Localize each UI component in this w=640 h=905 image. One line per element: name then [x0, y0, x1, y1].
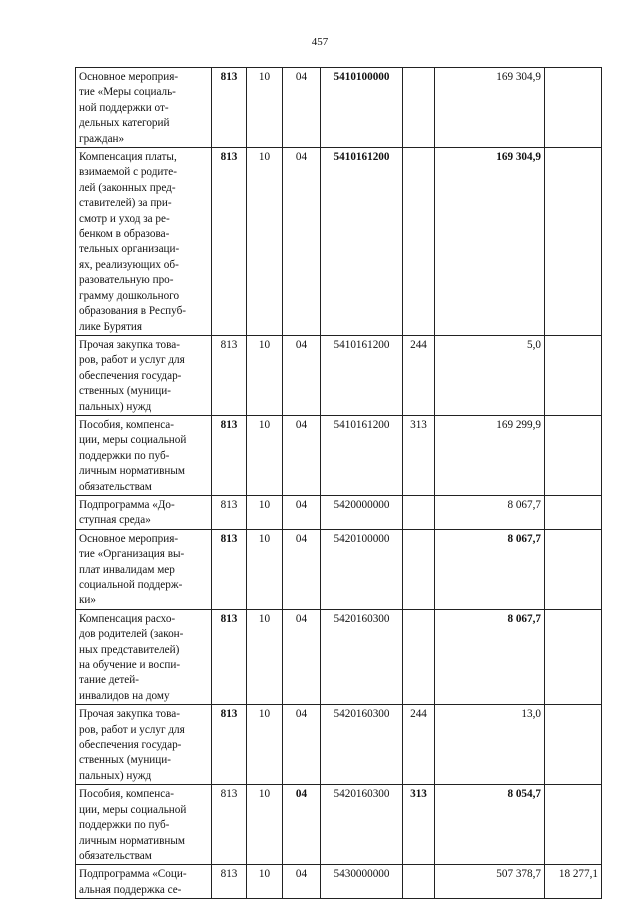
table-row — [76, 495, 602, 529]
table-row — [76, 148, 602, 336]
target-code: 5420160300 — [321, 609, 403, 704]
target-code: 5430000000 — [321, 865, 403, 899]
section-code: 10 — [247, 495, 283, 529]
expense-type-code — [403, 609, 435, 704]
target-code: 5420160300 — [321, 705, 403, 785]
budget-table — [75, 67, 602, 899]
expense-type-code: 313 — [403, 785, 435, 865]
subsection-code: 04 — [283, 529, 321, 609]
amount-extra — [545, 335, 602, 415]
table-row — [76, 705, 602, 785]
row-name: Компенсация платы, взимаемой с родите- лей (законных пред- ставителей) за при- смотр и уход за ре- бенком в образова- тельных организаци- ях, реализующих об- разовательную про- грамму дошкольного образования в Респуб- лике Бурятия — [76, 148, 212, 336]
row-name: Компенсация расхо- дов родителей (закон- ных представителей) на обучение и воспи- тание детей- инвалидов на дому — [76, 609, 212, 704]
amount-extra: 18 277,1 — [545, 865, 602, 899]
amount-extra — [545, 495, 602, 529]
amount: 507 378,7 — [435, 865, 545, 899]
subsection-code: 04 — [283, 335, 321, 415]
table-row — [76, 415, 602, 495]
target-code: 5410161200 — [321, 335, 403, 415]
expense-type-code — [403, 148, 435, 336]
amount: 8 067,7 — [435, 495, 545, 529]
subsection-code: 04 — [283, 865, 321, 899]
subsection-code: 04 — [283, 148, 321, 336]
ministry-code: 813 — [212, 68, 247, 148]
section-code: 10 — [247, 785, 283, 865]
amount-extra — [545, 415, 602, 495]
section-code: 10 — [247, 148, 283, 336]
amount-extra — [545, 148, 602, 336]
expense-type-code — [403, 495, 435, 529]
ministry-code: 813 — [212, 495, 247, 529]
amount: 8 054,7 — [435, 785, 545, 865]
target-code: 5410100000 — [321, 68, 403, 148]
amount-extra — [545, 529, 602, 609]
row-name: Пособия, компенса- ции, меры социальной поддержки по пуб- личным нормативным обязательствам — [76, 785, 212, 865]
expense-type-code: 244 — [403, 335, 435, 415]
amount: 169 299,9 — [435, 415, 545, 495]
section-code: 10 — [247, 68, 283, 148]
amount-extra — [545, 68, 602, 148]
amount-extra — [545, 705, 602, 785]
table-row — [76, 865, 602, 899]
row-name: Подпрограмма «Соци- альная поддержка се- — [76, 865, 212, 899]
section-code: 10 — [247, 865, 283, 899]
table-row — [76, 68, 602, 148]
subsection-code: 04 — [283, 68, 321, 148]
target-code: 5410161200 — [321, 415, 403, 495]
target-code: 5410161200 — [321, 148, 403, 336]
row-name: Основное мероприя- тие «Организация вы- плат инвалидам мер социальной поддерж- ки» — [76, 529, 212, 609]
amount: 8 067,7 — [435, 609, 545, 704]
section-code: 10 — [247, 705, 283, 785]
row-name: Основное мероприя- тие «Меры социаль- ной поддержки от- дельных категорий граждан» — [76, 68, 212, 148]
subsection-code: 04 — [283, 495, 321, 529]
page-number: 457 — [311, 36, 329, 48]
row-name: Подпрограмма «До- ступная среда» — [76, 495, 212, 529]
subsection-code: 04 — [283, 705, 321, 785]
amount-extra — [545, 609, 602, 704]
row-name: Прочая закупка това- ров, работ и услуг для обеспечения государ- ственных (муници- пальных) нужд — [76, 705, 212, 785]
table-row — [76, 335, 602, 415]
ministry-code: 813 — [212, 785, 247, 865]
ministry-code: 813 — [212, 865, 247, 899]
section-code: 10 — [247, 335, 283, 415]
subsection-code: 04 — [283, 415, 321, 495]
subsection-code: 04 — [283, 785, 321, 865]
expense-type-code — [403, 68, 435, 148]
expense-type-code — [403, 529, 435, 609]
expense-type-code: 244 — [403, 705, 435, 785]
subsection-code: 04 — [283, 609, 321, 704]
section-code: 10 — [247, 415, 283, 495]
ministry-code: 813 — [212, 609, 247, 704]
ministry-code: 813 — [212, 335, 247, 415]
section-code: 10 — [247, 529, 283, 609]
target-code: 5420100000 — [321, 529, 403, 609]
table-row — [76, 609, 602, 704]
amount: 13,0 — [435, 705, 545, 785]
amount-extra — [545, 785, 602, 865]
ministry-code: 813 — [212, 415, 247, 495]
target-code: 5420000000 — [321, 495, 403, 529]
ministry-code: 813 — [212, 705, 247, 785]
table-row — [76, 529, 602, 609]
table-row — [76, 785, 602, 865]
ministry-code: 813 — [212, 529, 247, 609]
expense-type-code — [403, 865, 435, 899]
section-code: 10 — [247, 609, 283, 704]
target-code: 5420160300 — [321, 785, 403, 865]
amount: 8 067,7 — [435, 529, 545, 609]
ministry-code: 813 — [212, 148, 247, 336]
amount: 169 304,9 — [435, 68, 545, 148]
row-name: Прочая закупка това- ров, работ и услуг для обеспечения государ- ственных (муници- пальных) нужд — [76, 335, 212, 415]
expense-type-code: 313 — [403, 415, 435, 495]
amount: 5,0 — [435, 335, 545, 415]
amount: 169 304,9 — [435, 148, 545, 336]
row-name: Пособия, компенса- ции, меры социальной поддержки по пуб- личным нормативным обязательствам — [76, 415, 212, 495]
